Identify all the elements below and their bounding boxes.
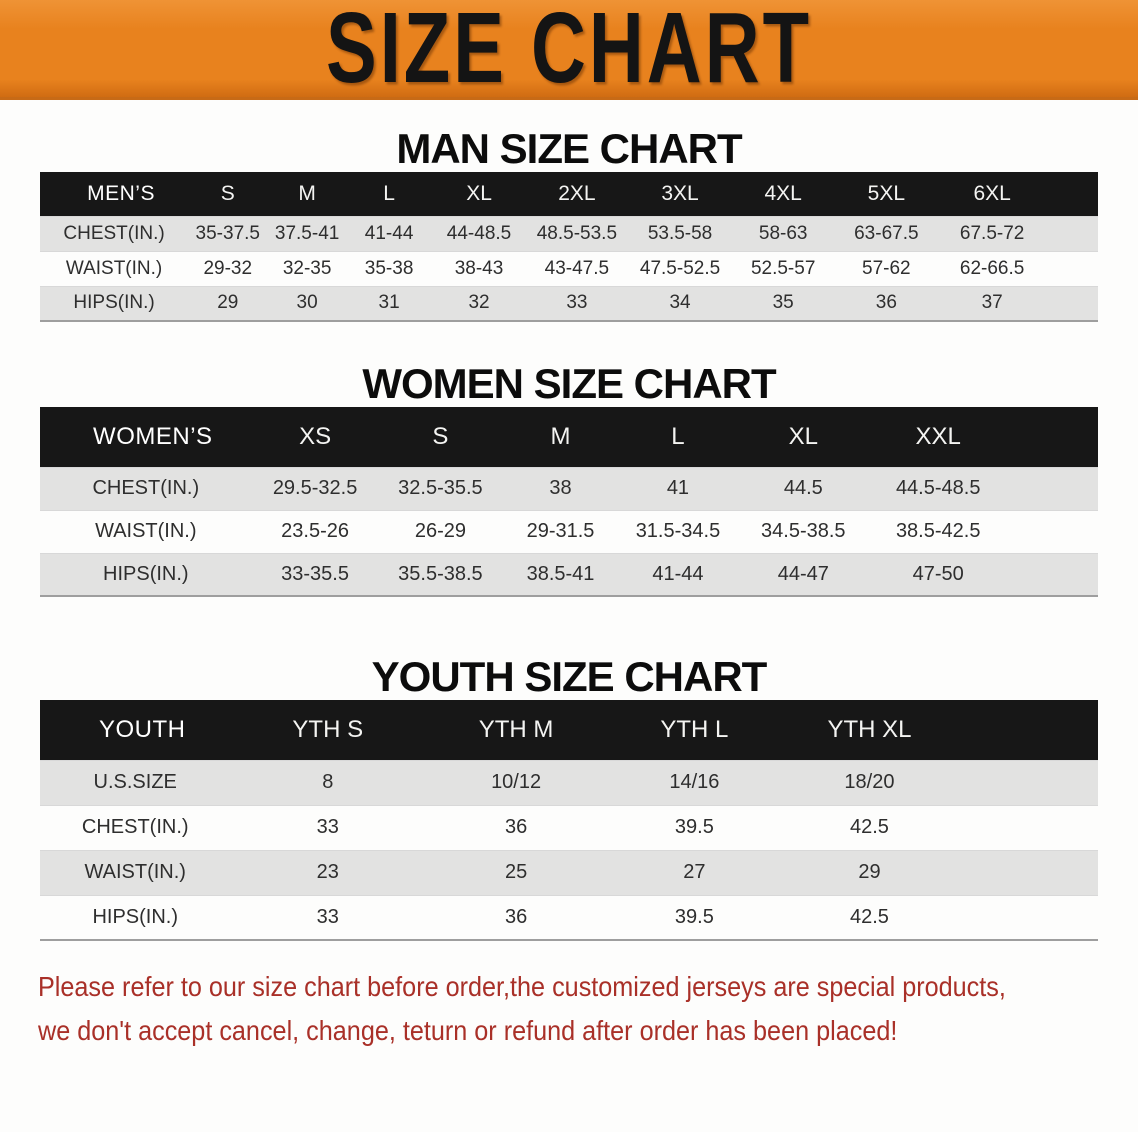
row-label: HIPS(IN.): [40, 895, 230, 940]
size-value: 38-43: [431, 251, 526, 286]
size-value: 23: [230, 850, 425, 895]
size-column-header: XXL: [915, 422, 961, 450]
size-value: 47.5-52.5: [627, 251, 733, 286]
row-label: WAIST(IN.): [40, 510, 252, 553]
women-size-table: [40, 407, 1098, 597]
size-column-header: 4XL: [764, 181, 802, 205]
size-value: 8: [230, 760, 425, 805]
cell-spacer: [1007, 467, 1098, 510]
size-value: 39.5: [607, 805, 782, 850]
size-value: 39.5: [607, 895, 782, 940]
size-value: 35-38: [347, 251, 432, 286]
size-value: 29: [188, 286, 267, 321]
men-header-row: [40, 172, 1098, 216]
size-value: 31.5-34.5: [619, 510, 737, 553]
size-value: 58-63: [733, 216, 834, 251]
row-label: WAIST(IN.): [40, 850, 230, 895]
size-value: 36: [833, 286, 939, 321]
disclaimer-line-2: we don't accept cancel, change, teturn or refund after order has been placed!: [38, 1015, 898, 1046]
men-chest-row: [40, 216, 1098, 251]
size-value: 32-35: [267, 251, 346, 286]
size-column-header: M: [550, 422, 571, 450]
size-value: 38: [502, 467, 618, 510]
size-column-header: M: [298, 181, 316, 205]
cell-spacer: [957, 850, 1098, 895]
size-column-header: 3XL: [661, 181, 699, 205]
cell-spacer: [1045, 216, 1098, 251]
youth-size-table: [40, 700, 1098, 941]
size-value: 31: [347, 286, 432, 321]
size-column-header: 2XL: [558, 181, 596, 205]
youth-header-row: [40, 700, 1098, 760]
cell-spacer: [1045, 251, 1098, 286]
size-column-header: 6XL: [973, 181, 1011, 205]
size-value: 44.5-48.5: [869, 467, 1007, 510]
size-value: 36: [425, 895, 607, 940]
size-value: 34: [627, 286, 733, 321]
men-group-label: MEN’S: [87, 181, 155, 205]
size-value: 32: [431, 286, 526, 321]
size-value: 36: [425, 805, 607, 850]
youth-section-heading: YOUTH SIZE CHART: [371, 653, 767, 700]
women-chest-row: [40, 467, 1098, 510]
row-label: HIPS(IN.): [40, 553, 252, 596]
size-value: 33-35.5: [252, 553, 379, 596]
size-column-header: S: [432, 422, 449, 450]
disclaimer-note: [38, 965, 1138, 1053]
size-value: 35.5-38.5: [379, 553, 503, 596]
youth-ussize-row: [40, 760, 1098, 805]
size-column-header: 5XL: [867, 181, 906, 205]
header-spacer: [957, 700, 1098, 760]
size-value: 33: [230, 805, 425, 850]
size-value: 42.5: [782, 895, 958, 940]
row-label: CHEST(IN.): [40, 216, 188, 251]
size-value: 10/12: [425, 760, 607, 805]
men-waist-row: [40, 251, 1098, 286]
size-value: 33: [527, 286, 628, 321]
size-column-header: L: [671, 422, 685, 450]
cell-spacer: [957, 760, 1098, 805]
size-value: 47-50: [869, 553, 1007, 596]
youth-waist-row: [40, 850, 1098, 895]
size-value: 52.5-57: [733, 251, 834, 286]
women-group-label: WOMEN’S: [93, 422, 213, 450]
women-hips-row: [40, 553, 1098, 596]
cell-spacer: [957, 895, 1098, 940]
size-column-header: YTH L: [660, 715, 729, 743]
size-value: 25: [425, 850, 607, 895]
size-value: 43-47.5: [527, 251, 628, 286]
size-value: 18/20: [782, 760, 958, 805]
size-value: 23.5-26: [252, 510, 379, 553]
size-value: 44-48.5: [431, 216, 526, 251]
size-value: 48.5-53.5: [527, 216, 628, 251]
women-waist-row: [40, 510, 1098, 553]
men-size-table: [40, 172, 1098, 322]
size-value: 53.5-58: [627, 216, 733, 251]
youth-group-label: YOUTH: [98, 715, 186, 743]
cell-spacer: [1045, 286, 1098, 321]
size-column-header: XL: [466, 181, 492, 205]
size-value: 34.5-38.5: [737, 510, 869, 553]
men-hips-row: [40, 286, 1098, 321]
header-spacer: [1007, 407, 1098, 467]
cell-spacer: [1007, 553, 1098, 596]
size-value: 41: [619, 467, 737, 510]
size-value: 32.5-35.5: [379, 467, 503, 510]
size-value: 42.5: [782, 805, 958, 850]
size-value: 30: [267, 286, 346, 321]
header-spacer: [1045, 172, 1098, 216]
size-column-header: L: [383, 181, 395, 205]
women-section-heading: WOMEN SIZE CHART: [362, 360, 776, 407]
size-value: 29: [782, 850, 958, 895]
size-value: 67.5-72: [939, 216, 1045, 251]
row-label: WAIST(IN.): [40, 251, 188, 286]
youth-chest-row: [40, 805, 1098, 850]
size-value: 29-32: [188, 251, 267, 286]
size-column-header: YTH S: [292, 715, 364, 743]
size-column-header: XL: [788, 422, 818, 450]
size-chart-banner: [0, 0, 1138, 100]
cell-spacer: [1007, 510, 1098, 553]
size-column-header: YTH XL: [827, 715, 912, 743]
youth-hips-row: [40, 895, 1098, 940]
row-label: CHEST(IN.): [40, 805, 230, 850]
size-value: 57-62: [833, 251, 939, 286]
banner-title: SIZE CHART: [326, 0, 812, 100]
size-value: 14/16: [607, 760, 782, 805]
row-label: HIPS(IN.): [40, 286, 188, 321]
size-value: 37.5-41: [267, 216, 346, 251]
size-column-header: YTH M: [478, 715, 554, 743]
row-label: CHEST(IN.): [40, 467, 252, 510]
size-value: 44-47: [737, 553, 869, 596]
size-value: 38.5-42.5: [869, 510, 1007, 553]
cell-spacer: [957, 805, 1098, 850]
size-value: 62-66.5: [939, 251, 1045, 286]
size-value: 35-37.5: [188, 216, 267, 251]
size-value: 63-67.5: [833, 216, 939, 251]
size-value: 29-31.5: [502, 510, 618, 553]
row-label: U.S.SIZE: [40, 760, 230, 805]
size-value: 33: [230, 895, 425, 940]
size-value: 35: [733, 286, 834, 321]
size-column-header: S: [220, 181, 235, 205]
size-value: 37: [939, 286, 1045, 321]
size-value: 27: [607, 850, 782, 895]
disclaimer-line-1: Please refer to our size chart before order,the customized jerseys are special products,: [38, 971, 1006, 1002]
size-value: 41-44: [347, 216, 432, 251]
men-section-heading: MAN SIZE CHART: [396, 125, 742, 172]
size-value: 41-44: [619, 553, 737, 596]
size-value: 26-29: [379, 510, 503, 553]
size-column-header: XS: [299, 422, 332, 450]
size-value: 38.5-41: [502, 553, 618, 596]
size-value: 29.5-32.5: [252, 467, 379, 510]
size-value: 44.5: [737, 467, 869, 510]
women-header-row: [40, 407, 1098, 467]
